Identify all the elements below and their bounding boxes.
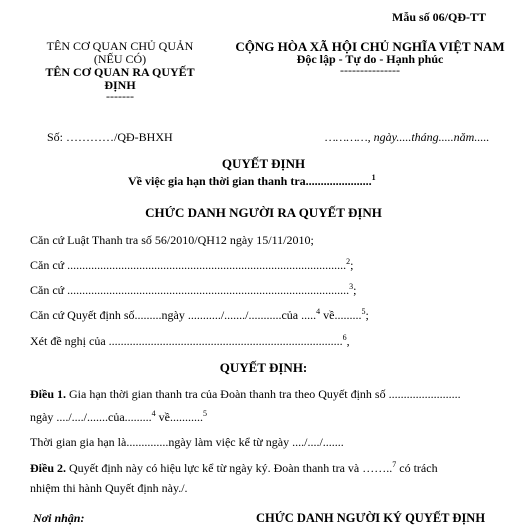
article-text: Quyết định này có hiệu lực kể từ ngày ký. Đoàn thanh tra và …….. — [66, 461, 393, 475]
legal-basis-text: Xét đề nghị của .............................................................................. — [30, 334, 343, 348]
legal-basis-text: về......... — [320, 308, 362, 322]
agency-parent: TÊN CƠ QUAN CHỦ QUẢN — [46, 39, 194, 53]
article-text: Gia hạn thời gian thanh tra của Đoàn thanh tra theo Quyết định số ........................ — [66, 387, 461, 401]
decision-subject-text: Về việc gia hạn thời gian thanh tra...................... — [128, 174, 372, 188]
article-text: Thời gian gia hạn là..............ngày làm việc kể từ ngày ..../..../....... — [30, 435, 344, 449]
national-title: CỘNG HÒA XÃ HỘI CHỦ NGHĨA VIỆT NAM — [235, 39, 505, 54]
decision-title: QUYẾT ĐỊNH — [221, 156, 306, 171]
left-underline: ------- — [106, 89, 134, 103]
form-code: Mẫu số 06/QĐ-TT — [392, 10, 487, 24]
article-1 — [30, 387, 461, 402]
legal-basis-line — [30, 258, 354, 273]
legal-basis-tail: ; — [365, 308, 369, 322]
legal-basis-line — [30, 308, 369, 323]
document-number: Số: …………/QĐ-BHXH — [47, 130, 173, 144]
footnote-marker: 7 — [392, 460, 397, 469]
legal-basis-text: Căn cứ .............................................................................................. — [30, 283, 350, 297]
article-1-line2 — [30, 410, 207, 425]
left-header — [24, 40, 216, 101]
article-label: Điều 1. — [30, 387, 66, 401]
document-date: …………, ngày.....tháng.....năm..... — [325, 130, 490, 144]
legal-basis-line — [30, 334, 350, 349]
right-header — [220, 40, 520, 75]
footnote-marker: 5 — [202, 409, 207, 418]
article-2 — [30, 461, 438, 476]
article-text: về........... — [155, 410, 203, 424]
footnote-marker: 1 — [371, 173, 376, 182]
footnote-marker: 4 — [316, 307, 321, 316]
recipients-label: Nơi nhận: — [33, 511, 85, 525]
right-underline: --------------- — [340, 63, 400, 77]
authority-title: CHỨC DANH NGƯỜI RA QUYẾT ĐỊNH — [145, 205, 382, 220]
article-1-line3 — [30, 435, 344, 450]
footnote-marker: 5 — [361, 307, 366, 316]
legal-basis-tail: , — [346, 334, 350, 348]
agency-name-cont: ĐỊNH — [104, 78, 136, 92]
footnote-marker: 3 — [349, 282, 354, 291]
legal-basis-tail: ; — [353, 283, 357, 297]
footnote-marker: 4 — [151, 409, 156, 418]
legal-basis-line — [30, 233, 314, 248]
footnote-marker: 6 — [342, 333, 347, 342]
article-text: có trách — [396, 461, 438, 475]
decision-subject — [128, 174, 376, 189]
signer-title: CHỨC DANH NGƯỜI KÝ QUYẾT ĐỊNH — [256, 511, 486, 525]
article-2-line2 — [30, 481, 188, 496]
decision-heading: QUYẾT ĐỊNH: — [219, 360, 308, 375]
article-text: nhiệm thi hành Quyết định này./. — [30, 481, 188, 495]
legal-basis-line — [30, 283, 357, 298]
legal-basis-text: Căn cứ ............................................................................................. — [30, 258, 347, 272]
legal-basis-text: Căn cứ Quyết định số.........ngày .........../......./...........của ..... — [30, 308, 317, 322]
agency-name: TÊN CƠ QUAN RA QUYẾT — [45, 65, 195, 79]
national-motto: Độc lập - Tự do - Hạnh phúc — [296, 52, 444, 66]
legal-basis-text: Căn cứ Luật Thanh tra số 56/2010/QH12 ngày 15/11/2010; — [30, 233, 314, 247]
legal-basis-tail: ; — [350, 258, 354, 272]
article-label: Điều 2. — [30, 461, 66, 475]
agency-parent-note: (NẾU CÓ) — [93, 52, 147, 66]
footnote-marker: 2 — [346, 257, 351, 266]
article-text: ngày ..../..../.......của......... — [30, 410, 152, 424]
